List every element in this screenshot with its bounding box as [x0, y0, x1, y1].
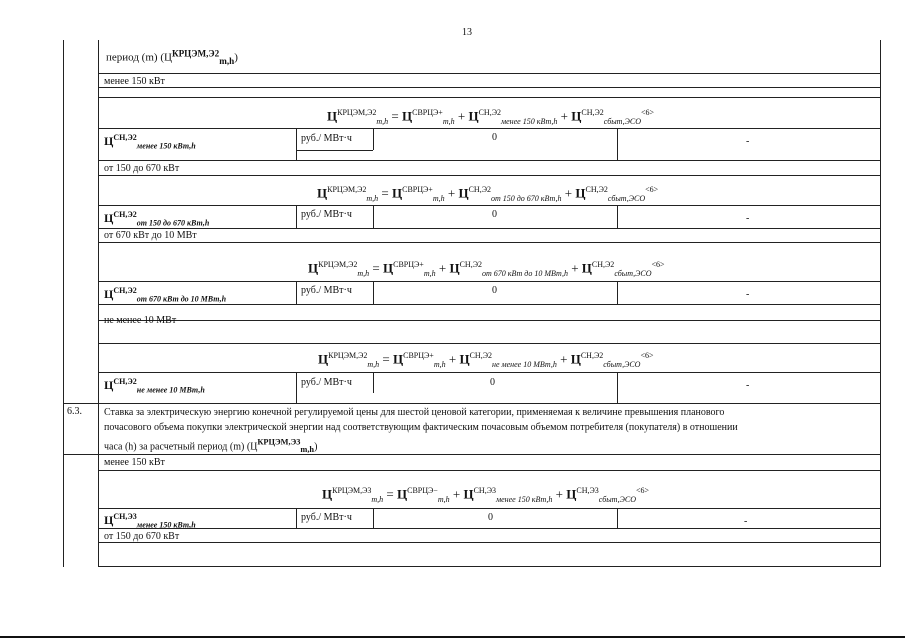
table-border-left	[63, 40, 64, 567]
period-label: период (m) $(Ц^{КРЦЭМ,Э2}_{m,h})$	[106, 48, 238, 66]
scan-edge	[0, 636, 905, 638]
less-150-label: менее 150 кВт	[104, 76, 165, 87]
value-symbol: $Ц^{СН,Э2}_{не менее 10 МВт,h}$	[104, 377, 205, 395]
value-symbol: $Ц^{СН,Э3}_{менее 150 кВт,h}$	[104, 512, 196, 530]
row-rule	[98, 320, 880, 321]
dash-cell: -	[746, 289, 750, 300]
cell-divider	[373, 205, 374, 228]
section-text: Ставка за электрическую энергию конечной регулируемой цены для шестой ценовой категории, применяемая к величине превышения планового почасового объема покупки электрической энергии над соответствующим фактическим почасовым объемом потребителя (покупателя) в отношении часа (h) за расчетный период (m) $(Ц^{КРЦЭМ,Э3}_{m,h})$	[104, 407, 738, 455]
from-670-10-label: от 670 кВт до 10 МВт	[104, 230, 197, 241]
unit-label: руб./ МВт·ч	[301, 285, 352, 296]
less-150-label: менее 150 кВт	[104, 457, 165, 468]
row-rule	[98, 87, 880, 88]
formula-e2-not-less-10: $Ц^{КРЦЭМ,Э2}_{m,h} = Ц^{СВРЦЭ+}_{m,h} + Ц^{СН,Э2}_{не менее 10 МВт,h} + Ц^{СН,Э2}_{сбыт,ЭСО}^{<6>}$	[318, 351, 654, 369]
from-150-670-label: от 150 до 670 кВт	[104, 163, 180, 174]
cell-divider	[296, 128, 297, 160]
section-number: 6.3.	[67, 406, 82, 417]
cell-divider	[373, 372, 374, 393]
row-rule	[63, 403, 880, 404]
value-symbol: $Ц^{СН,Э2}_{менее 150 кВт,h}$	[104, 133, 196, 151]
dash-cell: -	[744, 516, 748, 527]
row-rule	[98, 97, 880, 98]
formula-e3-less-150: $Ц^{КРЦЭМ,Э3}_{m,h} = Ц^{СВРЦЭ-}_{m,h} + Ц^{СН,Э3}_{менее 150 кВт,h} + Ц^{СН,Э3}_{сбыт,ЭСО}^{<6>}$	[322, 486, 650, 504]
page-number: 13	[462, 27, 472, 38]
row-rule	[98, 160, 880, 161]
dash-cell: -	[746, 380, 750, 391]
cell-divider	[617, 128, 618, 160]
value-cell: 0	[492, 132, 497, 143]
formula-e2-150-670: $Ц^{КРЦЭМ,Э2}_{m,h} = Ц^{СВРЦЭ+}_{m,h} + Ц^{СН,Э2}_{от 150 до 670 кВт,h} + Ц^{СН,Э2}_{сбыт,ЭСО}^{<6>}$	[317, 185, 659, 203]
row-rule	[98, 228, 880, 229]
cell-divider	[296, 281, 297, 304]
cell-divider	[296, 372, 297, 403]
dash-cell: -	[746, 136, 750, 147]
cell-divider	[617, 205, 618, 228]
row-rule	[98, 508, 880, 509]
row-rule	[98, 528, 880, 529]
value-symbol: $Ц^{СН,Э2}_{от 150 до 670 кВт,h}$	[104, 210, 210, 228]
row-rule	[98, 343, 880, 344]
row-rule	[98, 470, 880, 471]
row-rule	[98, 281, 880, 282]
formula-e2-less-150: $Ц^{КРЦЭМ,Э2}_{m,h} = Ц^{СВРЦЭ+}_{m,h} + Ц^{СН,Э2}_{менее 150 кВт,h} + Ц^{СН,Э2}_{сбыт,ЭСО}^{<6>}$	[327, 108, 655, 126]
cell-divider	[617, 372, 618, 403]
unit-label: руб./ МВт·ч	[301, 377, 352, 388]
cell-divider	[617, 281, 618, 304]
not-less-10-label: не менее 10 МВт	[104, 315, 177, 326]
cell-divider	[373, 128, 374, 150]
table-border-right	[880, 40, 881, 567]
unit-label: руб./ МВт·ч	[301, 133, 352, 144]
row-rule	[98, 372, 880, 373]
cell-divider	[296, 508, 297, 528]
from-150-670-label: от 150 до 670 кВт	[104, 531, 180, 542]
row-rule	[98, 242, 880, 243]
dash-cell: -	[746, 213, 750, 224]
cell-divider	[373, 508, 374, 528]
formula-e2-670-10: $Ц^{КРЦЭМ,Э2}_{m,h} = Ц^{СВРЦЭ+}_{m,h} + Ц^{СН,Э2}_{от 670 кВт до 10 МВт,h} + Ц^{СН,Э2}_{сбыт,ЭСО}^{<6>}$	[308, 260, 665, 278]
value-cell: 0	[488, 512, 493, 523]
cell-divider	[296, 205, 297, 228]
value-cell: 0	[492, 209, 497, 220]
cell-divider	[373, 281, 374, 304]
unit-label: руб./ МВт·ч	[301, 512, 352, 523]
value-cell: 0	[492, 285, 497, 296]
cell-rule	[296, 150, 373, 151]
cell-divider	[617, 508, 618, 528]
row-rule	[98, 566, 880, 567]
row-rule	[98, 73, 880, 74]
value-symbol: $Ц^{СН,Э2}_{от 670 кВт до 10 МВт,h}$	[104, 286, 227, 304]
row-rule	[98, 542, 880, 543]
unit-label: руб./ МВт·ч	[301, 209, 352, 220]
row-rule	[98, 175, 880, 176]
value-cell: 0	[490, 377, 495, 388]
